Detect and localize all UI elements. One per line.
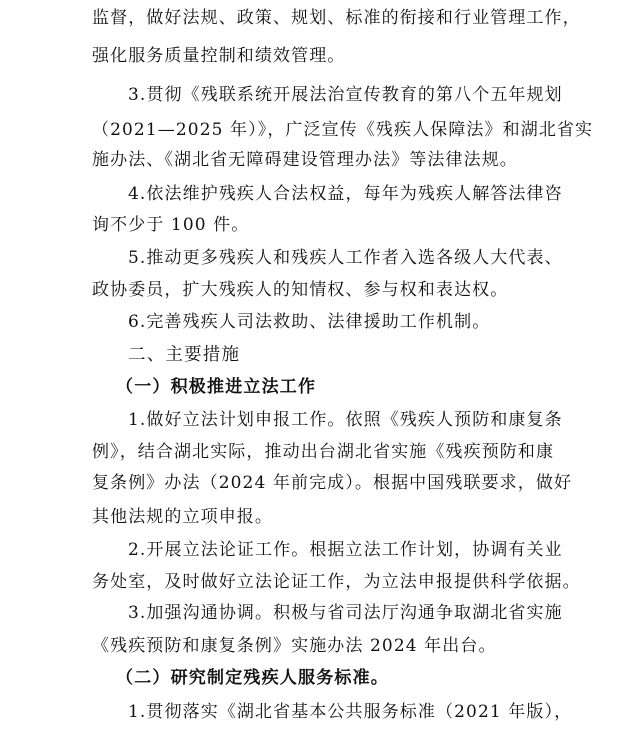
text-line: （2021—2025 年）》，广泛宣传《残疾人保障法》和湖北省实	[92, 120, 594, 140]
text-line: 1.做好立法计划申报工作。依照《残疾人预防和康复条	[128, 410, 563, 430]
section-heading: 二、主要措施	[128, 345, 241, 365]
text-line: 施办法、《湖北省无障碍建设管理办法》等法律法规。	[92, 150, 518, 170]
subsection-heading: （一）积极推进立法工作	[116, 377, 317, 397]
text-line: 1.贯彻落实《湖北省基本公共服务标准（2021 年版），	[128, 702, 573, 722]
text-line: 5.推动更多残疾人和残疾人工作者入选各级人大代表、	[128, 248, 563, 268]
text-line: 4.依法维护残疾人合法权益，每年为残疾人解答法律咨	[128, 184, 563, 204]
text-line: 询不少于 100 件。	[92, 215, 250, 235]
text-line: 《残疾预防和康复条例》实施办法 2024 年出台。	[92, 636, 497, 656]
text-line: 政协委员，扩大残疾人的知情权、参与权和表达权。	[92, 280, 509, 300]
text-line: 监督，做好法规、政策、规划、标准的衔接和行业管理工作，	[92, 8, 581, 28]
text-line: 强化服务质量控制和绩效管理。	[92, 46, 346, 66]
text-line: 3.加强沟通协调。积极与省司法厅沟通争取湖北省实施	[128, 603, 563, 623]
text-line: 2.开展立法论证工作。根据立法工作计划，协调有关业	[128, 540, 563, 560]
text-line: 务处室，及时做好立法论证工作，为立法申报提供科学依据。	[92, 572, 581, 592]
subsection-heading: （二）研究制定残疾人服务标准。	[116, 668, 389, 688]
text-line: 例》，结合湖北实际，推动出台湖北省实施《残疾预防和康	[92, 442, 555, 462]
text-line: 6.完善残疾人司法救助、法律援助工作机制。	[128, 312, 491, 332]
text-line: 3.贯彻《残联系统开展法治宣传教育的第八个五年规划	[128, 85, 563, 105]
text-line: 复条例》办法（2024 年前完成）。根据中国残联要求，做好	[92, 473, 573, 493]
text-line: 其他法规的立项申报。	[92, 507, 273, 527]
